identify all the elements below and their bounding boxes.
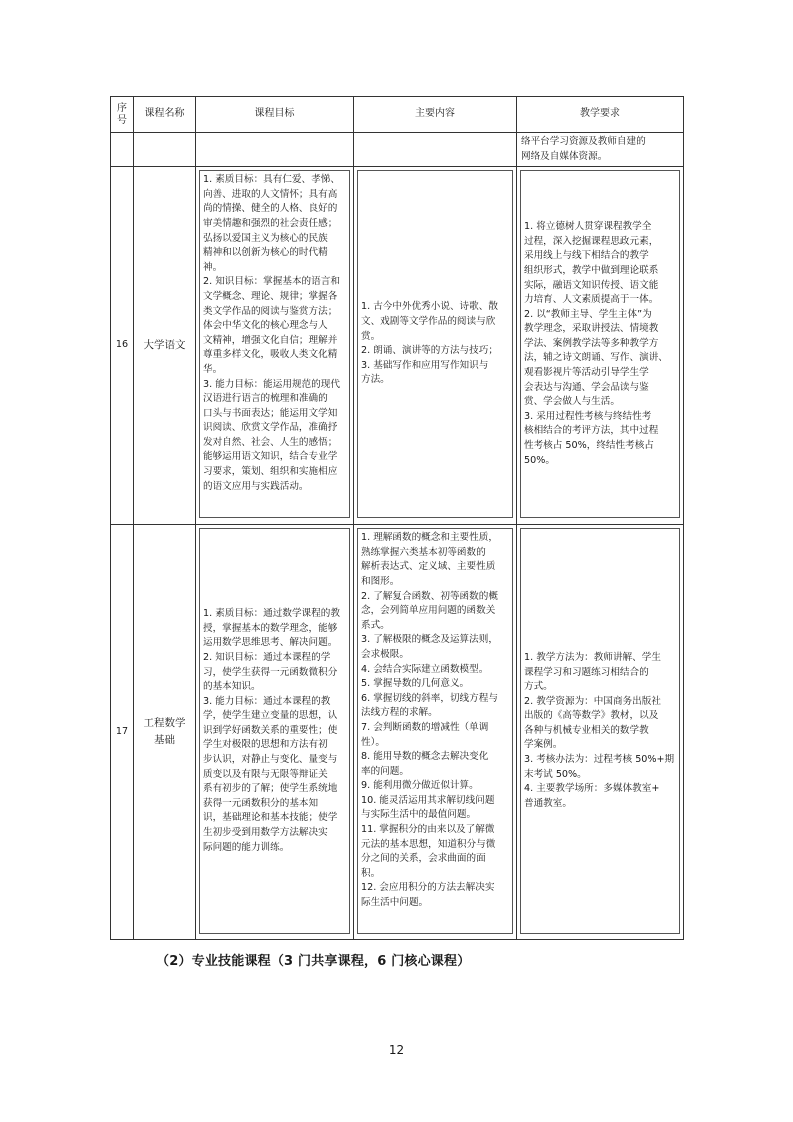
- cell-teaching-requirement: [517, 167, 684, 525]
- text-line: 解析表达式、定义域、主要性质: [361, 561, 496, 573]
- text-line: 会表达与沟通、学会品读与鉴: [524, 381, 649, 393]
- cell-content-empty: [354, 133, 517, 167]
- text-line: 习，使学生获得一元函数微积分: [203, 666, 338, 678]
- text-line: 文、戏剧等文学作品的阅读与欣: [361, 316, 496, 327]
- cell-main-content: [354, 167, 517, 525]
- text-line: 分之间的关系，会求曲面的面: [361, 853, 486, 865]
- course-goal-box: [199, 528, 350, 934]
- cell-course-name: [134, 167, 196, 525]
- text-line: 识到学好函数关系的重要性；使: [203, 724, 338, 736]
- text-line: 际问题的能力训练。: [203, 841, 290, 853]
- cell-main-content: [354, 525, 517, 940]
- text-line: 发对自然、社会、人生的感悟；: [203, 436, 338, 448]
- text-line: 识阅读、欣赏文学作品，准确抒: [203, 422, 338, 434]
- course-goal-text: [203, 607, 346, 855]
- course-table: [110, 96, 684, 940]
- text-line: 向善、进取的人文情怀；具有高: [203, 188, 338, 200]
- text-line: 1. 教学方法为：教师讲解、学生: [524, 651, 661, 663]
- text-line: 学案例。: [524, 739, 563, 751]
- text-line: 体会中华文化的核心理念与人: [203, 320, 328, 332]
- text-line: 类文学作品的阅读与鉴赏方法；: [203, 305, 338, 317]
- cell-req-continued: [517, 133, 684, 167]
- text-line: 授，掌握基本的数学理念，能够: [203, 622, 338, 634]
- text-line: 步认识，对静止与变化、量变与: [203, 754, 338, 766]
- text-line: 1. 古今中外优秀小说、诗歌、散: [361, 301, 498, 313]
- text-line: 系式。: [361, 619, 390, 631]
- text-line: 11. 掌握积分的由来以及了解微: [361, 824, 495, 836]
- text-line: 采用线上与线下相结合的教学: [524, 250, 649, 262]
- text-line: 审美情趣和强烈的社会责任感；: [203, 217, 338, 229]
- course-name-line: 基础: [154, 734, 175, 747]
- text-line: 习要求，策划、组织和实施相应: [203, 466, 338, 478]
- text-line: 络平台学习资源及教师自建的: [521, 136, 646, 147]
- text-line: 质变以及有限与无限等辩证关: [203, 768, 328, 780]
- text-line: 教学理念，采取讲授法、情境教: [524, 323, 659, 335]
- text-line: 末考试 50%。: [524, 768, 587, 780]
- text-line: 7. 会判断函数的增减性（单调: [361, 721, 489, 733]
- text-line: 9. 能利用微分做近似计算。: [361, 780, 479, 792]
- text-line: 的语文应用与实践活动。: [203, 480, 309, 492]
- text-line: 神。: [203, 261, 223, 273]
- text-line: 组织形式，教学中做到理论联系: [524, 264, 659, 276]
- text-line: 华。: [203, 363, 223, 375]
- text-line: 课程学习和习题练习相结合的: [524, 666, 649, 678]
- text-line: 尊重多样文化，吸收人类文化精: [203, 349, 338, 361]
- text-line: 实际，融语文知识传授、语文能: [524, 279, 659, 291]
- text-line: 观看影视片等活动引导学生学: [524, 367, 649, 379]
- text-line: 12. 会应用积分的方法去解决实: [361, 882, 495, 894]
- text-line: 性）。: [361, 736, 385, 748]
- table-row: [111, 167, 684, 525]
- text-line: 会求极限。: [361, 648, 409, 660]
- text-line: 2. 知识目标：通过本课程的学: [203, 651, 331, 663]
- text-line: 弘扬以爱国主义为核心的民族: [203, 232, 328, 244]
- text-line: 过程，深入挖掘课程思政元素，: [524, 235, 659, 247]
- main-content-text: [361, 300, 509, 388]
- text-line: 2. 知识目标：掌握基本的语言和: [203, 276, 340, 288]
- text-line: 法线方程的求解。: [361, 707, 438, 719]
- text-line: 4. 主要教学场所：多媒体教室+: [524, 783, 660, 795]
- text-line: 3. 采用过程性考核与终结性考: [524, 410, 652, 422]
- teaching-req-box: [520, 528, 680, 934]
- table-header-row: [111, 97, 684, 133]
- main-content-text: [357, 528, 513, 934]
- cell-seq: 16: [111, 167, 134, 525]
- text-line: 网络及自媒体资源。: [521, 150, 608, 162]
- text-line: 1. 素质目标：通过数学课程的教: [203, 608, 340, 620]
- text-line: 熟练掌握六类基本初等函数的: [361, 546, 486, 558]
- text-line: 各种与机械专业相关的数学教: [524, 724, 649, 736]
- text-line: 文精神，增强文化自信；理解并: [203, 334, 338, 346]
- teaching-req-text: [524, 651, 676, 812]
- cell-course-goal: [196, 525, 354, 940]
- text-line: 文学概念、理论、规律；掌握各: [203, 290, 338, 302]
- continued-req-text: [517, 133, 683, 166]
- text-line: 方法。: [361, 374, 390, 386]
- text-line: 赏。: [361, 330, 381, 342]
- main-content-box: [357, 170, 513, 518]
- cell-course-name: [134, 525, 196, 940]
- cell-name-empty: [134, 133, 196, 167]
- text-line: 2. 朗诵、演讲等的方法与技巧；: [361, 345, 498, 357]
- header-course-name: 课程名称: [134, 97, 196, 133]
- header-teaching-requirement: 教学要求: [517, 97, 684, 133]
- text-line: 生初步受到用数学方法解决实: [203, 827, 328, 839]
- text-line: 精神和以创新为核心的时代精: [203, 247, 328, 259]
- text-line: 力培育、人文素质提高于一体。: [524, 294, 659, 306]
- header-main-content: 主要内容: [354, 97, 517, 133]
- text-line: 汉语进行语言的梳理和准确的: [203, 393, 328, 405]
- section-heading: （2）专业技能课程（3 门共享课程，6 门核心课程）: [156, 954, 471, 969]
- text-line: 与实际生活中的最值问题。: [361, 809, 477, 821]
- text-line: 2. 教学资源为：中国商务出版社: [524, 695, 661, 707]
- text-line: 率的问题。: [361, 765, 409, 777]
- text-line: 际生活中问题。: [361, 897, 429, 909]
- page-number: 12: [388, 1043, 405, 1057]
- text-line: 念，会列简单应用问题的函数关: [361, 605, 496, 617]
- text-line: 6. 掌握切线的斜率，切线方程与: [361, 692, 498, 704]
- course-name-line: 工程数学: [143, 717, 186, 730]
- text-line: 3. 能力目标：通过本课程的教: [203, 695, 331, 707]
- text-line: 方式。: [524, 681, 553, 693]
- text-line: 3. 考核办法为：过程考核 50%+期: [524, 754, 675, 766]
- text-line: 的基本知识。: [203, 681, 261, 693]
- text-line: 2. 以“教师主导、学生主体”为: [524, 308, 652, 320]
- text-line: 系有初步的了解；使学生系统地: [203, 783, 338, 795]
- text-line: 口头与书面表达；能运用文学知: [203, 407, 338, 419]
- text-line: 和图形。: [361, 575, 400, 587]
- text-line: 5. 掌握导数的几何意义。: [361, 678, 470, 690]
- header-course-goal: 课程目标: [196, 97, 354, 133]
- text-line: 运用数学思维思考、解决问题。: [203, 637, 338, 649]
- text-line: 赏、学会做人与生活。: [524, 396, 620, 408]
- text-line: 1. 理解函数的概念和主要性质，: [361, 532, 498, 544]
- text-line: 50%。: [524, 454, 555, 466]
- text-line: 3. 基础写作和应用写作知识与: [361, 359, 489, 371]
- text-line: 学生对极限的思想和方法有初: [203, 739, 328, 751]
- text-line: 10. 能灵活运用其求解切线问题: [361, 794, 495, 806]
- text-line: 积。: [361, 867, 381, 879]
- teaching-req-box: [520, 170, 680, 518]
- cell-seq-empty: [111, 133, 134, 167]
- text-line: 核相结合的考评方法，其中过程: [524, 425, 659, 437]
- cell-teaching-requirement: [517, 525, 684, 940]
- cell-course-goal: [196, 167, 354, 525]
- course-name-line: 大学语文: [143, 339, 186, 352]
- text-line: 元法的基本思想，知道积分与微: [361, 838, 496, 850]
- text-line: 2. 了解复合函数、初等函数的概: [361, 590, 498, 602]
- text-line: 3. 能力目标：能运用规范的现代: [203, 378, 340, 390]
- course-goal-text: [199, 170, 350, 518]
- text-line: 获得一元函数积分的基本知: [203, 797, 319, 809]
- text-line: 学法、案例教学法等多种教学方: [524, 337, 659, 349]
- text-line: 法，辅之诗文朗诵、写作、演讲、: [524, 352, 668, 364]
- text-line: 1. 素质目标：具有仁爱、孝悌、: [203, 174, 340, 186]
- text-line: 1. 将立德树人贯穿课程教学全: [524, 221, 652, 233]
- teaching-req-text: [524, 220, 676, 468]
- text-line: 4. 会结合实际建立函数模型。: [361, 663, 489, 675]
- text-line: 能够运用语文知识，结合专业学: [203, 451, 338, 463]
- text-line: 识，基础理论和基本技能；使学: [203, 812, 338, 824]
- text-line: 普通教室。: [524, 797, 572, 809]
- cell-seq: 17: [111, 525, 134, 940]
- text-line: 出版的《高等数学》教材，以及: [524, 710, 659, 722]
- text-line: 学，使学生建立变量的思想，认: [203, 710, 338, 722]
- text-line: 8. 能用导数的概念去解决变化: [361, 751, 489, 763]
- table-row-continued: [111, 133, 684, 167]
- text-line: 尚的情操、健全的人格、良好的: [203, 203, 338, 215]
- text-line: 3. 了解极限的概念及运算法则，: [361, 634, 498, 646]
- text-line: 性考核占 50%，终结性考核占: [524, 440, 654, 452]
- cell-goal-empty: [196, 133, 354, 167]
- table-row: [111, 525, 684, 940]
- header-seq: 序号: [111, 97, 134, 133]
